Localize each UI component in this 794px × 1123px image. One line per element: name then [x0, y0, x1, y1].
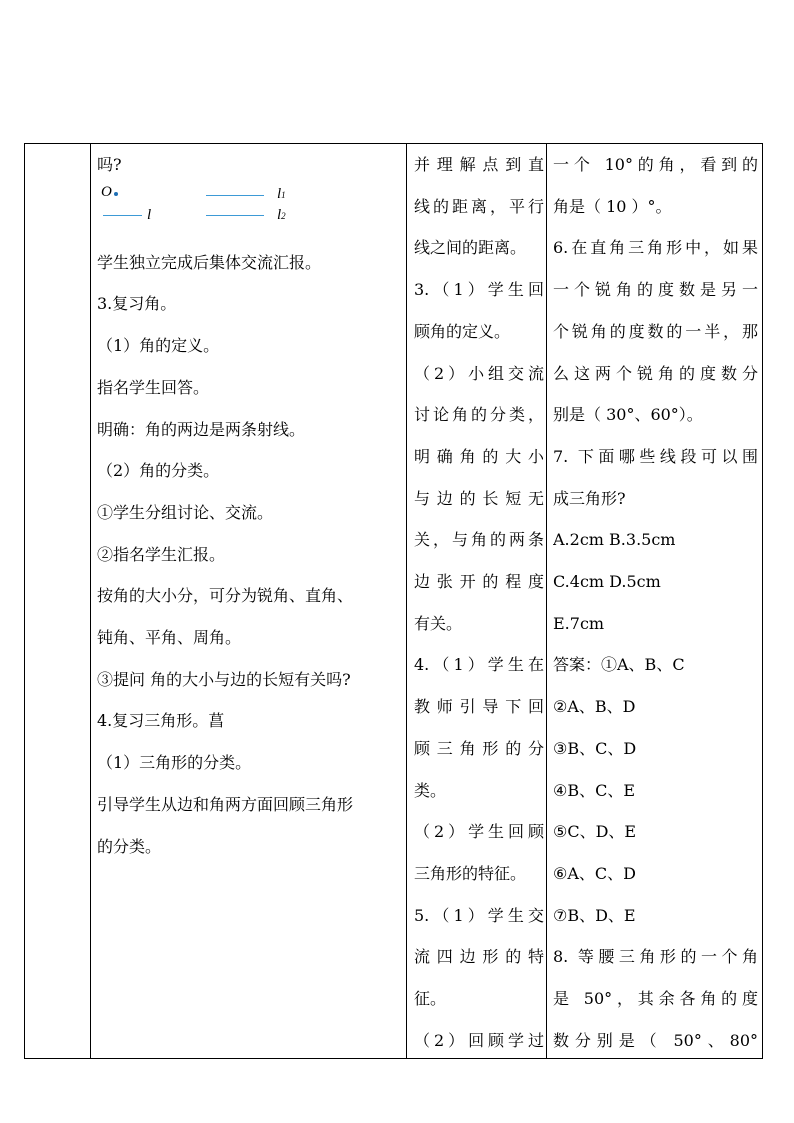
text-line: 3.复习角。 [97, 294, 177, 314]
text-line: 与边的长短无 [414, 488, 544, 508]
column-divider-3 [546, 144, 547, 1058]
text-line: 明确：角的两边是两条射线。 [97, 419, 306, 439]
text-line: 教师引导下回 [414, 697, 544, 717]
text-line: ②A、B、D [553, 697, 636, 717]
text-line: 4.（1）学生在 [414, 655, 544, 675]
text-line: 成三角形? [553, 488, 626, 508]
text-line: 一个锐角的度数是另一 [553, 280, 758, 300]
text-line: 并理解点到直 [414, 155, 544, 174]
parallel-line-1 [206, 195, 264, 196]
text-line: 指名学生回答。 [97, 377, 210, 397]
text-line: （1）角的定义。 [97, 336, 220, 356]
text-line: 7. 下面哪些线段可以围 [553, 446, 758, 466]
text-line: A.2cm B.3.5cm [553, 530, 676, 550]
text-line: E.7cm [553, 613, 605, 633]
text-line: C.4cm D.5cm [553, 572, 661, 592]
text-line: 学生独立完成后集体交流汇报。 [97, 252, 322, 272]
text-line: 有关。 [414, 613, 463, 633]
point-label: O [101, 183, 112, 200]
text-line: （2）学生回顾 [414, 822, 544, 842]
text-line: 别是（ 30°、60°）。 [553, 405, 703, 425]
column-teacher-activities [97, 144, 402, 1058]
column-exercises [553, 144, 758, 1058]
text-line: （2）小组交流 [414, 363, 544, 383]
text-line: 5.（1）学生交 [414, 905, 544, 925]
text-line: 数分别是（ 50°、80° [553, 1030, 758, 1050]
text-line: ③提问 角的大小与边的长短有关吗? [97, 669, 351, 689]
text-line: （2）角的分类。 [97, 461, 220, 481]
text-line: 6.在直角三角形中，如果 [553, 238, 758, 258]
text-line: ④B、C、E [553, 780, 636, 800]
lesson-plan-table [24, 143, 763, 1059]
text-line: 一个 10°的角，看到的 [553, 155, 758, 174]
text-line: 边张开的程度 [414, 572, 544, 592]
column-empty [25, 144, 89, 1058]
text-line: 角是（ 10 ）°。 [553, 196, 672, 216]
text-line: 讨论角的分类， [414, 405, 544, 425]
text-line: ②指名学生汇报。 [97, 544, 226, 564]
text-line: ①学生分组讨论、交流。 [97, 502, 274, 522]
text-line: 征。 [414, 989, 447, 1009]
text-line: ③B、C、D [553, 738, 637, 758]
line-label: l [147, 206, 152, 223]
column-divider-2 [406, 144, 407, 1058]
text-line: 吗? [97, 155, 122, 174]
text-line: 线的距离，平行 [414, 196, 544, 216]
text-line: 引导学生从边和角两方面回顾三角形 [97, 794, 354, 814]
text-line: 个锐角的度数的一半，那 [553, 321, 758, 341]
text-line: （2）回顾学过 [414, 1030, 544, 1050]
column-divider-1 [90, 144, 91, 1058]
text-line: 关，与角的两条 [414, 530, 544, 550]
text-line: 按角的大小分，可分为锐角、直角、 [97, 586, 354, 606]
line-figure [97, 182, 402, 238]
text-line: 线之间的距离。 [414, 238, 527, 258]
parallel-label-2: l2 [277, 206, 286, 223]
text-line: 的分类。 [97, 836, 162, 856]
text-line: ⑦B、D、E [553, 905, 636, 925]
parallel-line-2 [206, 215, 264, 216]
line-segment [103, 215, 142, 216]
text-line: 是 50°，其余各角的度 [553, 989, 758, 1009]
text-line: 顾角的定义。 [414, 321, 511, 341]
column-student-activities [414, 144, 544, 1058]
parallel-label-1: l1 [277, 185, 286, 202]
text-line: 流四边形的特 [414, 947, 544, 967]
text-line: 顾三角形的分 [414, 738, 544, 758]
text-line: 4.复习三角形。菖 [97, 711, 225, 731]
text-line: 3.（1）学生回 [414, 280, 544, 300]
point-dot [114, 192, 118, 196]
text-line: ⑥A、C、D [553, 863, 636, 883]
text-line: 答案：①A、B、C [553, 655, 685, 675]
text-line: 三角形的特征。 [414, 863, 527, 883]
text-line: （1）三角形的分类。 [97, 753, 252, 773]
text-line: ⑤C、D、E [553, 822, 637, 842]
text-line: 么这两个锐角的度数分 [553, 363, 758, 383]
text-line: 类。 [414, 780, 447, 800]
text-line: 钝角、平角、周角。 [97, 628, 242, 648]
text-line: 明确角的大小 [414, 446, 544, 466]
text-line: 8. 等腰三角形的一个角 [553, 947, 758, 967]
